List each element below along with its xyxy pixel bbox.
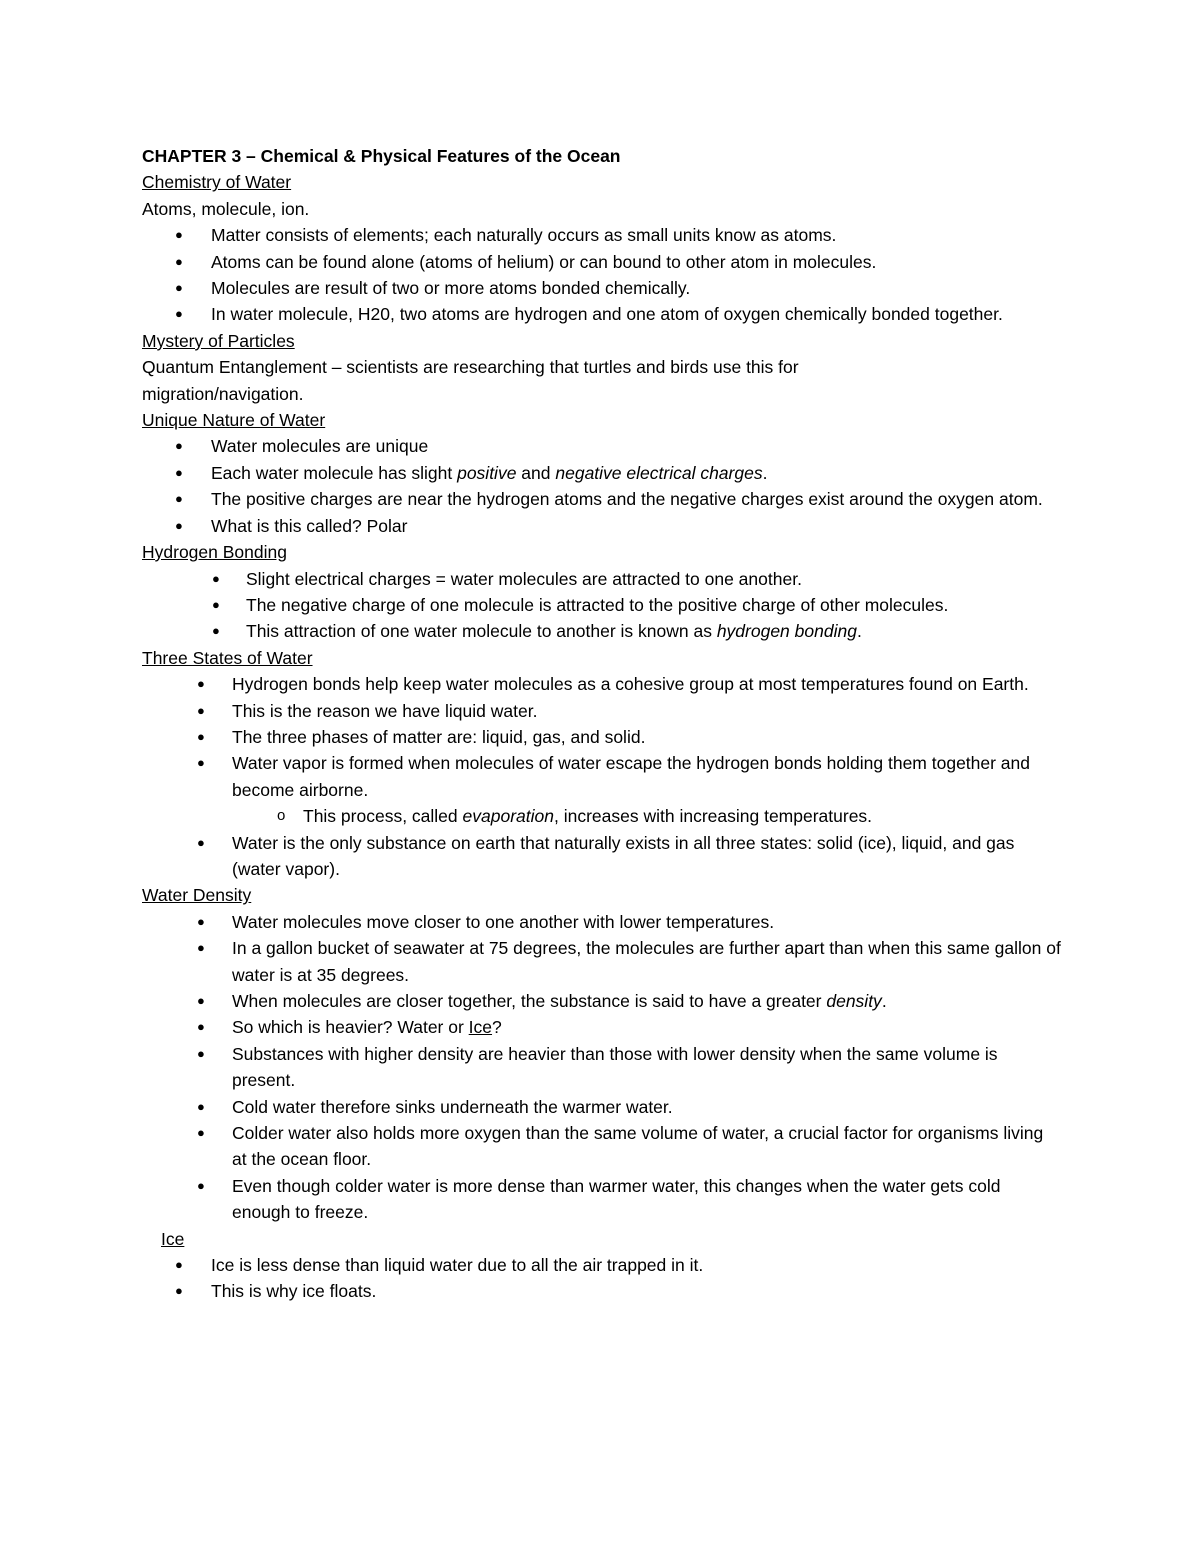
list-item-text: . xyxy=(856,621,862,642)
list-item xyxy=(142,301,1062,327)
list-item-text: So which is heavier? Water or xyxy=(232,1017,469,1038)
bullet-icon: ● xyxy=(197,1125,205,1141)
list-item xyxy=(142,249,1062,275)
document-title: CHAPTER 3 – Chemical & Physical Features of the Ocean xyxy=(142,146,621,166)
ice-list xyxy=(142,1252,1062,1305)
list-item-text: , increases with increasing temperatures. xyxy=(553,806,873,827)
bullet-icon: ● xyxy=(197,940,205,956)
bullet-icon: ● xyxy=(197,755,205,771)
list-item xyxy=(142,222,1062,248)
bullet-icon: ● xyxy=(175,306,183,322)
heading-hydrogen-bonding: Hydrogen Bonding xyxy=(142,542,287,563)
list-item xyxy=(142,830,1062,883)
list-item xyxy=(142,592,1062,618)
list-item xyxy=(142,513,1062,539)
bullet-icon: ● xyxy=(175,1283,183,1299)
bullet-icon: ● xyxy=(175,253,183,269)
bullet-icon: ● xyxy=(197,834,205,850)
mystery-text: Quantum Entanglement – scientists are researching that turtles and birds use this for migration/navigation. xyxy=(142,357,799,404)
list-item-text: Water vapor is formed when molecules of water escape the hydrogen bonds holding them together and become airborne. xyxy=(232,753,1031,800)
three-states-list xyxy=(142,671,1062,882)
list-item-text: Even though colder water is more dense than warmer water, this changes when the water gets cold enough to freeze. xyxy=(232,1175,1001,1223)
sub-bullet-icon: o xyxy=(277,807,286,825)
italic-text: hydrogen bonding xyxy=(716,621,857,642)
bullet-icon: ● xyxy=(175,280,183,296)
list-item xyxy=(142,724,1062,750)
list-item-text: . xyxy=(762,462,768,483)
list-item-text: Water molecules are unique xyxy=(211,436,429,457)
italic-text: positive xyxy=(457,462,517,483)
list-item-text: This process, called xyxy=(303,806,463,827)
water-density-list xyxy=(142,909,1062,1226)
list-item xyxy=(142,698,1062,724)
list-item xyxy=(142,750,1062,803)
hydrogen-bonding-list xyxy=(142,566,1062,645)
bullet-icon: ● xyxy=(197,913,205,929)
list-item xyxy=(142,1278,1062,1304)
bullet-icon: ● xyxy=(212,596,220,612)
heading-unique-nature: Unique Nature of Water xyxy=(142,410,326,431)
list-item-text: What is this called? Polar xyxy=(211,515,408,536)
bullet-icon: ● xyxy=(197,993,205,1008)
list-item xyxy=(142,909,1062,935)
list-item-text: The three phases of matter are: liquid, gas, and solid. xyxy=(232,726,646,747)
chemistry-list xyxy=(142,222,1062,328)
list-item xyxy=(142,1094,1062,1120)
list-item-text: In a gallon bucket of seawater at 75 degrees, the molecules are further apart than when this same gallon of water is at 35 degrees. xyxy=(232,938,1061,985)
bullet-icon: ● xyxy=(197,702,205,718)
list-item-text: . xyxy=(881,991,887,1011)
list-item xyxy=(142,486,1062,512)
bullet-icon: ● xyxy=(175,438,183,454)
bullet-icon: ● xyxy=(197,676,205,692)
list-item-text: ? xyxy=(492,1017,502,1038)
list-item-text: Matter consists of elements; each naturally occurs as small units know as atoms. xyxy=(211,225,837,246)
italic-text: density xyxy=(826,991,882,1011)
sub-list-item xyxy=(142,803,1062,829)
list-item xyxy=(142,1041,1062,1094)
list-item xyxy=(142,935,1062,988)
list-item-text: This is why ice floats. xyxy=(211,1281,377,1302)
chemistry-intro: Atoms, molecule, ion. xyxy=(142,198,310,219)
list-item-text: The negative charge of one molecule is attracted to the positive charge of other molecules. xyxy=(246,594,949,615)
italic-text: evaporation xyxy=(462,806,554,827)
list-item-text: Substances with higher density are heavier than those with lower density when the same volume is present. xyxy=(232,1043,998,1091)
list-item xyxy=(142,1252,1062,1278)
bullet-icon: ● xyxy=(197,1045,205,1061)
italic-text: negative electrical charges xyxy=(555,462,763,483)
underlined-text: Ice xyxy=(468,1017,493,1038)
bullet-icon: ● xyxy=(175,517,183,533)
list-item-text: Water is the only substance on earth that naturally exists in all three states: solid (ice), liquid, and gas (water vapor). xyxy=(232,832,1015,879)
bullet-icon: ● xyxy=(197,728,205,744)
list-item-text: This attraction of one water molecule to another is known as xyxy=(246,621,717,642)
list-item-text: Water molecules move closer to one another with lower temperatures. xyxy=(232,911,775,932)
heading-ice: Ice xyxy=(161,1228,185,1249)
list-item-text: Each water molecule has slight xyxy=(211,462,458,483)
heading-water-density: Water Density xyxy=(142,885,252,906)
list-item xyxy=(142,671,1062,697)
list-item xyxy=(142,988,1062,1014)
list-item-text: Molecules are result of two or more atoms bonded chemically. xyxy=(211,278,691,299)
list-item xyxy=(142,1014,1062,1040)
bullet-icon: ● xyxy=(197,1177,205,1193)
list-item-text: Cold water therefore sinks underneath the warmer water. xyxy=(232,1096,673,1117)
list-item-text: In water molecule, H20, two atoms are hydrogen and one atom of oxygen chemically bonded together. xyxy=(211,304,1003,325)
bullet-icon: ● xyxy=(197,1019,205,1035)
list-item-text: Slight electrical charges = water molecules are attracted to one another. xyxy=(246,568,802,589)
bullet-icon: ● xyxy=(175,227,183,243)
list-item-text: and xyxy=(516,462,556,483)
list-item xyxy=(142,1120,1062,1173)
bullet-icon: ● xyxy=(175,1257,183,1273)
bullet-icon: ● xyxy=(175,491,183,507)
heading-three-states: Three States of Water xyxy=(142,647,313,668)
bullet-icon: ● xyxy=(197,1098,205,1114)
list-item xyxy=(142,460,1062,486)
bullet-icon: ● xyxy=(212,623,220,639)
bullet-icon: ● xyxy=(175,464,183,480)
heading-chemistry-of-water: Chemistry of Water xyxy=(142,172,292,193)
list-item xyxy=(142,566,1062,592)
list-item xyxy=(142,1173,1062,1226)
document-page xyxy=(142,143,1062,1305)
list-item-text: The positive charges are near the hydrogen atoms and the negative charges exist around the oxygen atom. xyxy=(211,489,1043,510)
list-item xyxy=(142,275,1062,301)
list-item-text: Ice is less dense than liquid water due to all the air trapped in it. xyxy=(211,1255,704,1276)
unique-list xyxy=(142,433,1062,539)
bullet-icon: ● xyxy=(212,570,220,586)
list-item-text: This is the reason we have liquid water. xyxy=(232,700,538,721)
heading-mystery-of-particles: Mystery of Particles xyxy=(142,330,295,351)
list-item xyxy=(142,618,1062,644)
list-item-text: Colder water also holds more oxygen than the same volume of water, a crucial factor for organisms living at the ocean floor. xyxy=(232,1123,1044,1170)
list-item-text: When molecules are closer together, the substance is said to have a greater xyxy=(232,991,827,1011)
list-item-text: Atoms can be found alone (atoms of helium) or can bound to other atom in molecules. xyxy=(211,251,877,272)
list-item xyxy=(142,433,1062,459)
list-item-text: Hydrogen bonds help keep water molecules as a cohesive group at most temperatures found on Earth. xyxy=(232,674,1029,695)
